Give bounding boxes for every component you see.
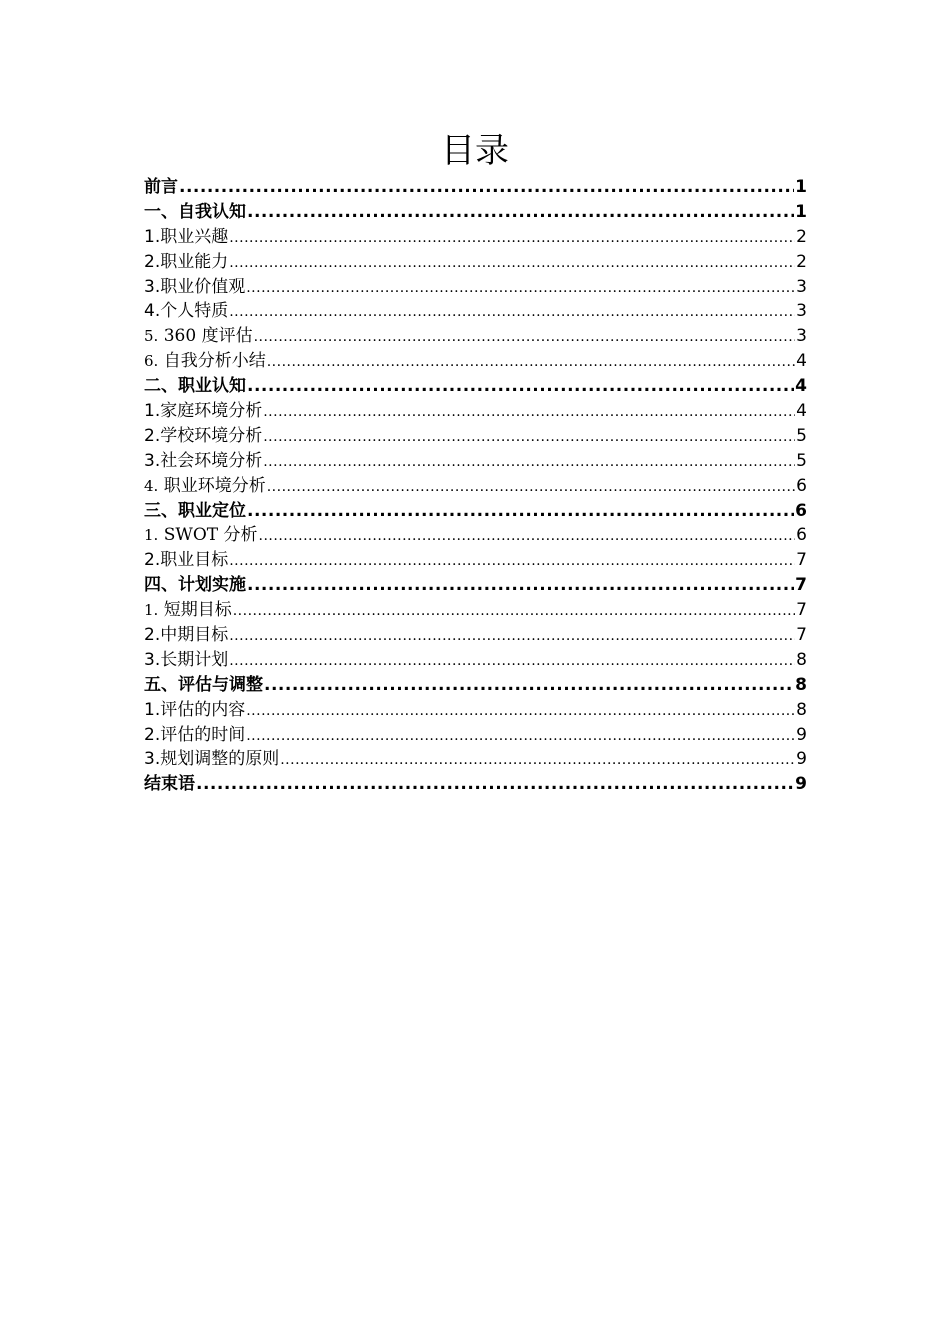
toc-dot-leader — [229, 624, 795, 649]
toc-entry-number: 1. — [144, 526, 159, 545]
toc-entry-text: 职业价值观 — [160, 276, 246, 297]
toc-page-number: 1 — [795, 177, 807, 197]
toc-page-number: 5 — [796, 450, 807, 471]
toc-dot-leader — [267, 475, 795, 500]
toc-page-number: 8 — [795, 674, 807, 695]
toc-entry-label — [144, 474, 266, 499]
toc-entry-number: 6. — [144, 352, 159, 371]
toc-entry-label — [144, 175, 178, 200]
toc-entry-text: 360 度评估 — [158, 326, 253, 347]
toc-entry-text: 一、自我认知 — [144, 201, 246, 222]
toc-entry-label — [144, 648, 228, 673]
toc-entry-text: 职业环境分析 — [158, 475, 266, 496]
toc-entry-chapter[interactable] — [144, 175, 807, 200]
toc-entry-text: 短期目标 — [158, 600, 232, 621]
toc-entry-text: 四、计划实施 — [144, 575, 246, 596]
toc-entry-label — [144, 349, 266, 374]
toc-entry-section[interactable] — [144, 723, 807, 748]
toc-entry-number: 3. — [144, 749, 161, 770]
toc-entry-label — [144, 772, 195, 797]
toc-entry-text: 评估的内容 — [160, 699, 246, 720]
toc-dot-leader — [247, 200, 794, 225]
toc-entry-text: 社会环境分析 — [160, 450, 263, 471]
toc-page-number: 2 — [796, 226, 807, 247]
toc-dot-leader — [254, 325, 796, 350]
toc-entry-label — [144, 723, 245, 748]
toc-entry-text: 五、评估与调整 — [144, 674, 263, 695]
toc-entry-text: 结束语 — [144, 774, 195, 795]
toc-page-number: 5 — [796, 425, 807, 446]
toc-page-number: 2 — [796, 251, 807, 272]
toc-entry-section[interactable] — [144, 474, 807, 499]
toc-entry-label — [144, 399, 262, 424]
toc-entry-number: 1. — [144, 226, 161, 247]
toc-entry-text: SWOT 分析 — [158, 525, 258, 546]
toc-entry-section[interactable] — [144, 449, 807, 474]
toc-entry-text: 评估的时间 — [160, 724, 246, 745]
toc-entry-label — [144, 698, 245, 723]
toc-entry-text: 家庭环境分析 — [160, 401, 263, 422]
toc-entry-chapter[interactable] — [144, 573, 807, 598]
toc-entry-number: 2. — [144, 625, 161, 646]
toc-entry-label — [144, 598, 232, 623]
toc-entry-text: 职业兴趣 — [160, 226, 229, 247]
toc-entry-section[interactable] — [144, 623, 807, 648]
toc-dot-leader — [246, 699, 795, 724]
toc-entry-text: 中期目标 — [160, 625, 229, 646]
toc-page-number: 6 — [795, 500, 807, 521]
toc-entry-number: 3. — [144, 649, 161, 670]
toc-entry-text: 三、职业定位 — [144, 500, 246, 521]
toc-dot-leader — [280, 748, 795, 773]
toc-dot-leader — [263, 425, 795, 450]
toc-entry-label — [144, 200, 246, 225]
toc-dot-leader — [229, 226, 795, 251]
toc-entry-label — [144, 374, 246, 399]
toc-dot-leader — [229, 649, 795, 674]
toc-entry-number: 1. — [144, 401, 161, 422]
toc-dot-leader — [196, 772, 794, 797]
toc-entry-number: 3. — [144, 450, 161, 471]
toc-entry-label — [144, 424, 262, 449]
toc-dot-leader — [229, 300, 795, 325]
toc-dot-leader — [247, 573, 794, 598]
toc-dot-leader — [246, 724, 795, 749]
toc-entry-chapter[interactable] — [144, 673, 807, 698]
toc-entry-section[interactable] — [144, 424, 807, 449]
toc-page-number: 3 — [796, 326, 807, 347]
toc-page-number: 3 — [796, 276, 807, 297]
toc-entry-label — [144, 275, 245, 300]
toc-entry-section[interactable] — [144, 275, 807, 300]
toc-entry-section[interactable] — [144, 598, 807, 623]
toc-page-number: 8 — [796, 649, 807, 670]
toc-page-number: 6 — [796, 525, 807, 546]
toc-entry-number: 1. — [144, 699, 161, 720]
toc-entry-section[interactable] — [144, 698, 807, 723]
toc-entry-label — [144, 499, 246, 524]
toc-entry-section[interactable] — [144, 747, 807, 772]
toc-entry-label — [144, 225, 228, 250]
toc-page-number: 8 — [796, 699, 807, 720]
toc-entry-number: 3. — [144, 276, 161, 297]
toc-entry-text: 规划调整的原则 — [160, 749, 280, 770]
toc-entry-chapter[interactable] — [144, 374, 807, 399]
toc-entry-chapter[interactable] — [144, 772, 807, 797]
toc-entry-chapter[interactable] — [144, 499, 807, 524]
toc-entry-section[interactable] — [144, 324, 807, 349]
toc-entry-number: 2. — [144, 425, 161, 446]
toc-dot-leader — [267, 350, 795, 375]
toc-entry-number: 5. — [144, 327, 159, 346]
toc-page-number: 7 — [796, 625, 807, 646]
toc-page-number: 9 — [796, 749, 807, 770]
toc-entry-number: 4. — [144, 476, 159, 495]
toc-page-number: 1 — [795, 201, 807, 222]
toc-dot-leader — [263, 400, 795, 425]
toc-entry-section[interactable] — [144, 349, 807, 374]
toc-entry-label — [144, 523, 258, 548]
toc-page-number: 3 — [796, 301, 807, 322]
toc-entry-number: 2. — [144, 550, 161, 571]
toc-entry-text: 前言 — [144, 177, 178, 197]
toc-entry-number: 4. — [144, 301, 161, 322]
toc-entry-label — [144, 623, 228, 648]
toc-entry-label — [144, 573, 246, 598]
toc-entry-section[interactable] — [144, 523, 807, 548]
toc-title: 目录 — [441, 131, 509, 171]
toc-entry-label — [144, 673, 263, 698]
toc-entry-text: 个人特质 — [160, 301, 229, 322]
toc-dot-leader — [247, 499, 794, 524]
toc-entry-label — [144, 747, 279, 772]
toc-dot-leader — [264, 673, 794, 698]
toc-entry-text: 学校环境分析 — [160, 425, 263, 446]
toc-page-number: 4 — [796, 401, 807, 422]
toc-entry-number: 1. — [144, 601, 159, 620]
toc-entry-chapter[interactable] — [144, 200, 807, 225]
toc-entry-label — [144, 250, 228, 275]
toc-entry-label — [144, 449, 262, 474]
toc-entry-label — [144, 324, 253, 349]
toc-entry-label — [144, 299, 228, 324]
toc-entry-number: 2. — [144, 251, 161, 272]
table-of-contents — [144, 175, 807, 797]
toc-entry-section[interactable] — [144, 548, 807, 573]
toc-dot-leader — [259, 524, 796, 549]
toc-dot-leader — [247, 374, 794, 399]
toc-page-number: 7 — [795, 575, 807, 596]
toc-page-number: 9 — [795, 774, 807, 795]
toc-dot-leader — [233, 599, 795, 624]
toc-entry-text: 长期计划 — [160, 649, 229, 670]
toc-entry-section[interactable] — [144, 225, 807, 250]
toc-page-number: 4 — [795, 376, 807, 397]
toc-page-number: 7 — [796, 550, 807, 571]
toc-page-number: 4 — [796, 351, 807, 372]
toc-dot-leader — [179, 175, 794, 200]
toc-entry-text: 自我分析小结 — [158, 351, 266, 372]
toc-dot-leader — [229, 549, 795, 574]
toc-entry-text: 职业目标 — [160, 550, 229, 571]
toc-entry-text: 职业能力 — [160, 251, 229, 272]
toc-entry-text: 二、职业认知 — [144, 376, 246, 397]
toc-dot-leader — [263, 450, 795, 475]
toc-entry-label — [144, 548, 228, 573]
toc-entry-number: 2. — [144, 724, 161, 745]
toc-dot-leader — [246, 276, 795, 301]
toc-entry-section[interactable] — [144, 399, 807, 424]
toc-entry-section[interactable] — [144, 250, 807, 275]
toc-entry-section[interactable] — [144, 648, 807, 673]
toc-page-number: 6 — [796, 475, 807, 496]
toc-dot-leader — [229, 251, 795, 276]
toc-page-number: 7 — [796, 600, 807, 621]
toc-page-number: 9 — [796, 724, 807, 745]
toc-entry-section[interactable] — [144, 299, 807, 324]
